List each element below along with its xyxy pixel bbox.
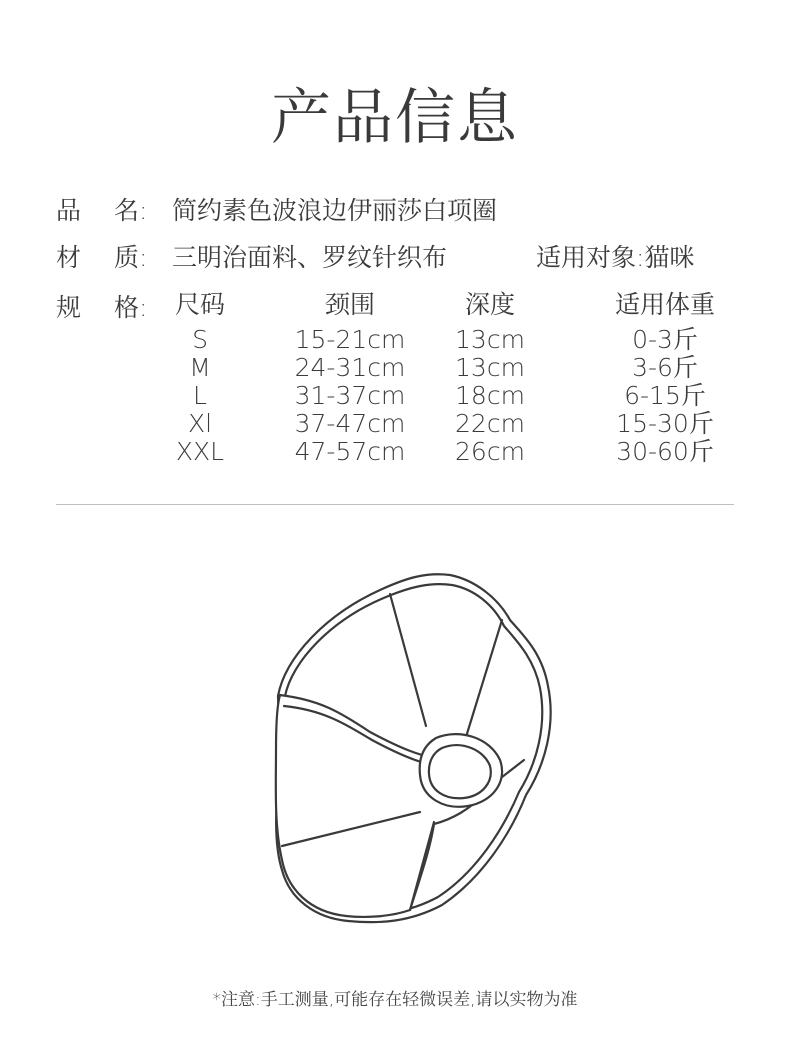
table-cell: 15-21cm <box>294 325 406 354</box>
spec-row <box>56 288 172 324</box>
material-label-char: 材 <box>56 243 82 272</box>
table-cell: 47-57cm <box>294 437 406 466</box>
target-group <box>536 238 694 274</box>
name-label-char: 名: <box>114 196 148 225</box>
table-header: 适用体重 <box>614 290 715 319</box>
table-cell: 37-47cm <box>294 409 406 438</box>
product-name-value: 简约素色波浪边伊丽莎白项圈 <box>172 196 498 225</box>
table-cell: L <box>193 381 207 410</box>
material-row <box>56 238 695 274</box>
spec-label-char: 格: <box>114 293 148 322</box>
table-cell: M <box>189 353 211 382</box>
table-cell: 6-15斤 <box>624 381 706 410</box>
depth-column <box>445 288 535 466</box>
table-header: 尺码 <box>174 290 225 319</box>
table-cell: S <box>192 325 208 354</box>
table-header: 深度 <box>464 290 515 319</box>
table-cell: 22cm <box>455 409 525 438</box>
name-label-char: 品 <box>56 196 82 225</box>
table-cell: XXL <box>175 437 225 466</box>
table-cell: 13cm <box>455 325 525 354</box>
table-cell: 3-6斤 <box>632 353 698 382</box>
table-cell: 18cm <box>455 381 525 410</box>
disclaimer-note: *注意:手工测量,可能存在轻微误差,请以实物为准 <box>212 990 578 1010</box>
target-label: 适用对象: <box>536 243 645 272</box>
size-column <box>165 288 235 466</box>
table-header: 颈围 <box>324 290 375 319</box>
spec-label-char: 规 <box>56 293 82 322</box>
table-cell: 0-3斤 <box>632 325 698 354</box>
weight-column <box>600 288 730 466</box>
product-name-row <box>56 191 497 227</box>
section-divider <box>56 504 734 505</box>
table-cell: 15-30斤 <box>616 409 714 438</box>
table-cell: 31-37cm <box>294 381 406 410</box>
table-cell: 13cm <box>455 353 525 382</box>
table-cell: Xl <box>187 409 213 438</box>
table-cell: 26cm <box>455 437 525 466</box>
material-label-char: 质: <box>114 243 148 272</box>
collar-illustration <box>230 560 560 940</box>
material-value: 三明治面料、罗纹针织布 <box>172 243 448 272</box>
table-cell: 30-60斤 <box>616 437 714 466</box>
table-cell: 24-31cm <box>294 353 406 382</box>
neck-column <box>285 288 415 466</box>
page-title: 产品信息 <box>271 83 519 153</box>
target-value: 猫咪 <box>644 243 695 272</box>
